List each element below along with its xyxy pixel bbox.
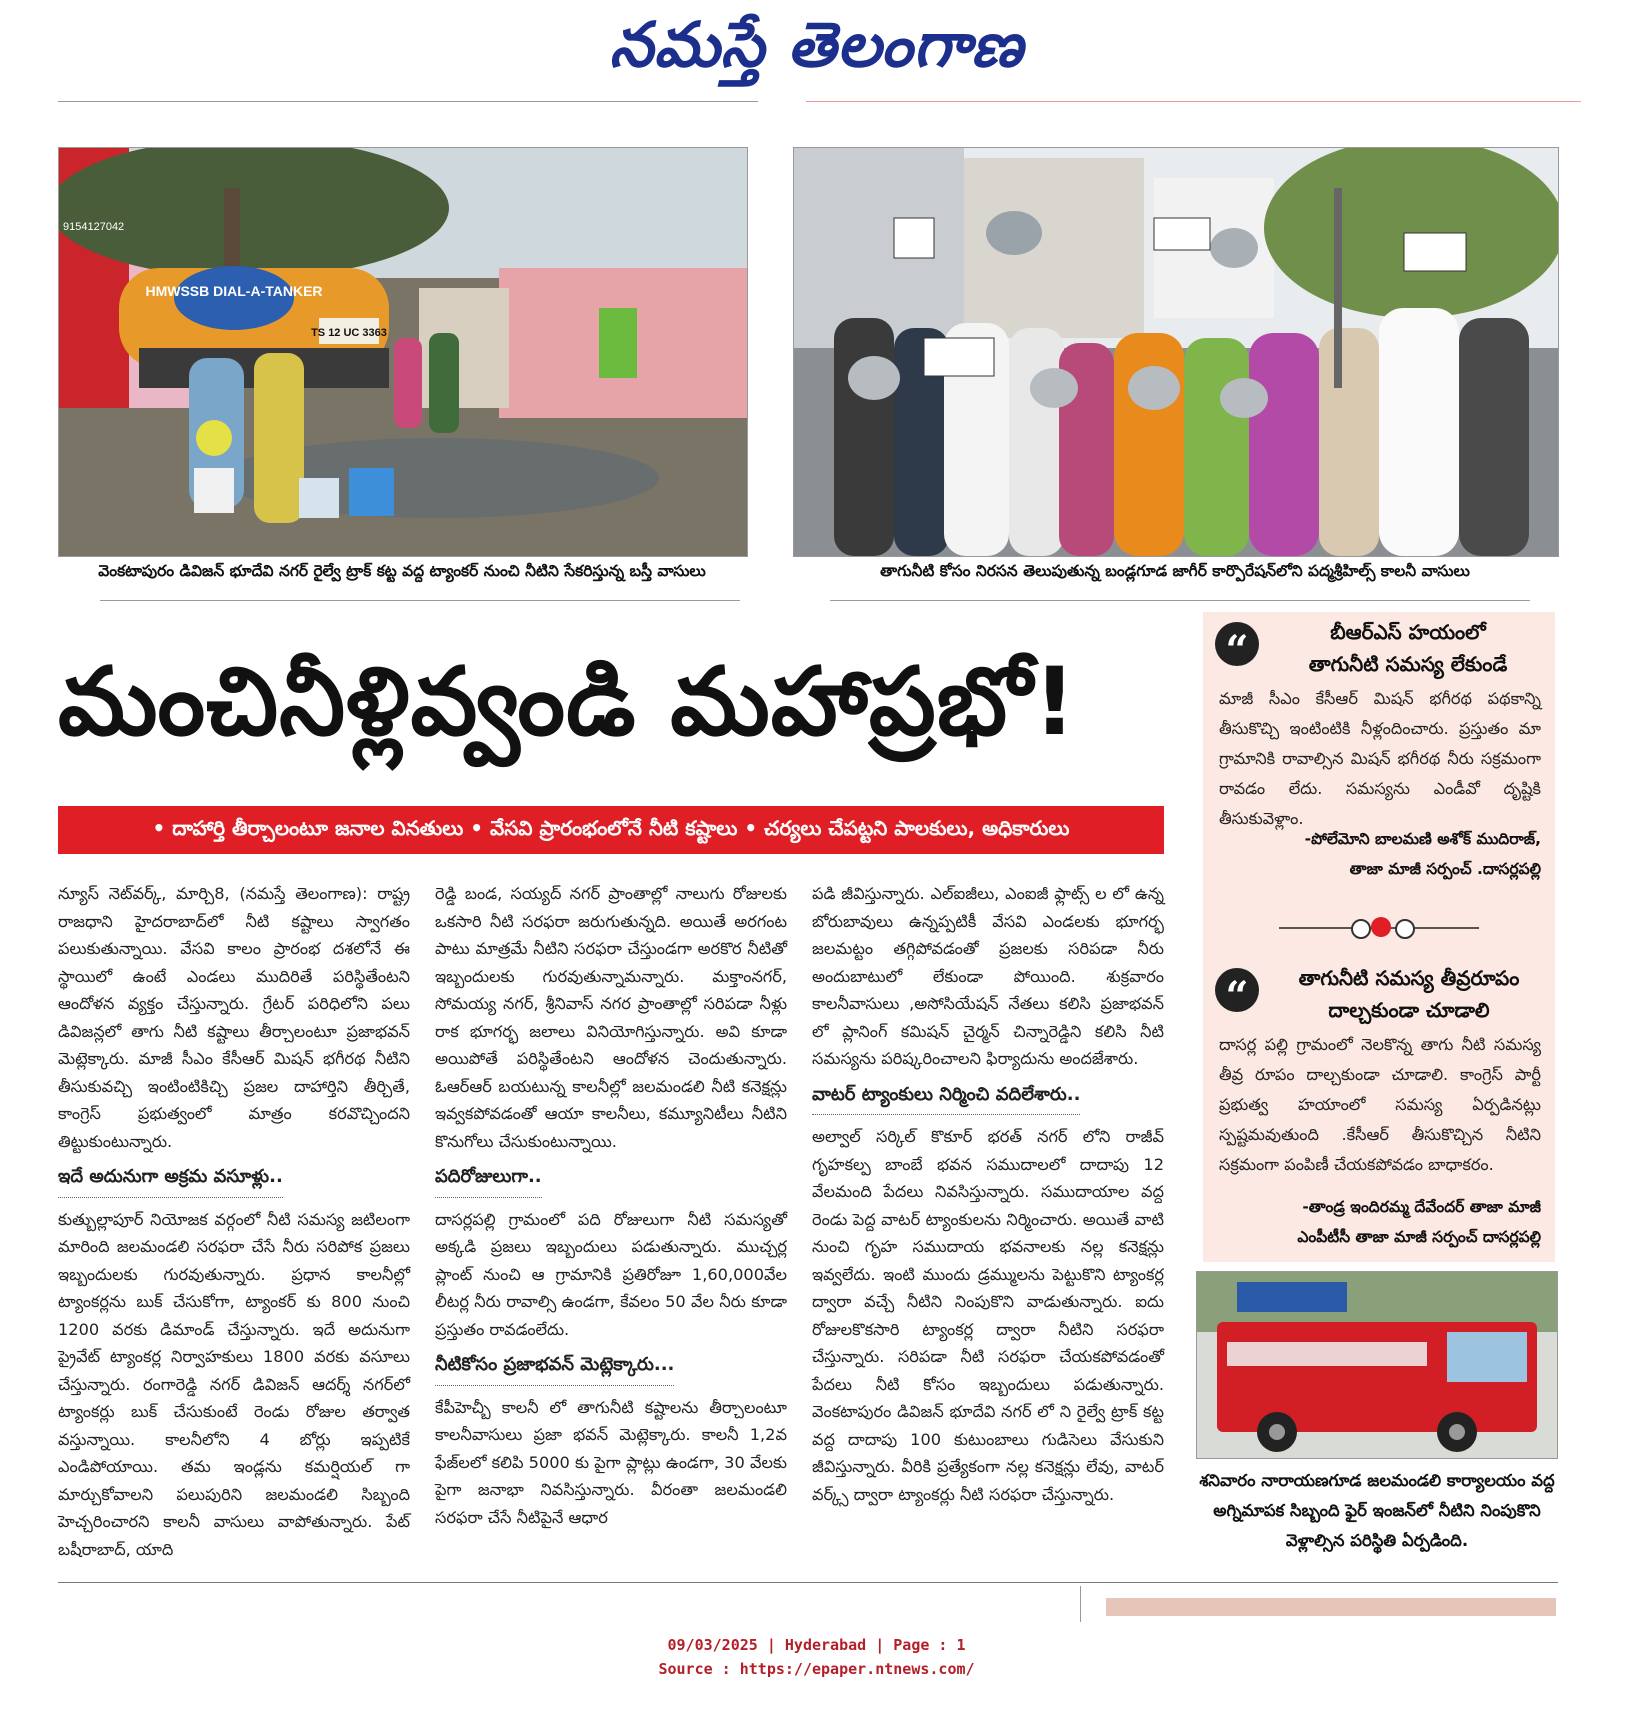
col2-subheading-2: నీటికోసం ప్రజాభవన్ మెట్లెక్కారు... bbox=[435, 1351, 674, 1386]
quote2-body: దాసర్ల పల్లి గ్రామంలో నెలకొన్న తాగు నీటి సమస్య తీవ్ర రూపం దాల్చకుండా చూడాలి. కాంగ్రెస్ పార్టీ ప్రభుత్వ హయాంలో సమస్య ఏర్పడినట్లు స్పష్టమవుతుంది .కేసీఆర్ తీసుకొచ్చిన నీటిని సక్రమంగా పంపిణీ చేయకపోవడం బాధాకరం. bbox=[1219, 1035, 1541, 1174]
quote1-sign-line1: -పోలేమోని బాలమణి అశోక్ ముదిరాజ్, bbox=[1304, 830, 1541, 848]
article-column-1 bbox=[58, 880, 410, 1563]
footer-source-line: Source : https://epaper.ntnews.com/ bbox=[658, 1660, 975, 1678]
wall-phone-number: 9154127042 bbox=[63, 221, 125, 233]
col3-subheading: వాటర్ ట్యాంకులు నిర్మించి వదిలేశారు.. bbox=[812, 1081, 1080, 1116]
caption-right-rule bbox=[830, 600, 1530, 601]
col1-paragraph-2: కుత్బుల్లాపూర్ నియోజక వర్గంలో నీటి సమస్య జటిలంగా మారింది జలమండలి సరఫరా చేసే నీరు సరిపోక ప్రజలు ఇబ్బందులకు గురవుతున్నారు. ప్రధాన కాలనీల్లో ట్యాంకర్లను బుక్ చేసుకోగా, ట్యాంకర్ కు 800 నుంచి 1200 వరకు డిమాండ్ చేస్తున్నారు. ఇదే అదునుగా ప్రైవేట్ ట్యాంకర్ల నిర్వాహకులు 1800 వరకు వసూలు చేస్తున్నారు. రంగారెడ్డి నగర్ డివిజన్ ఆదర్శ్ నగర్‌లో ట్యాంకర్లు బుక్ చేసుకుంటే రెండు రోజుల తర్వాత వస్తున్నాయి. కాలనీలోని 4 బోర్లు ఇప్పటికే ఎండిపోయాయి. తమ ఇండ్లను కమర్షియల్ గా మార్చుకోవాలని పలుపురిని జలమండలి సిబ్బంది హెచ్చరించారని కాలనీ వాసులు వాపోతున్నారు. పేట్ బషీరాబాద్, యాది bbox=[58, 1209, 410, 1559]
quote1-signature bbox=[1219, 824, 1541, 884]
tanker-scene-image bbox=[59, 148, 747, 556]
bottom-divider bbox=[1080, 1586, 1081, 1622]
photo-water-tanker bbox=[58, 147, 748, 557]
protest-scene-image bbox=[794, 148, 1558, 556]
quote2-sign-line2: ఎంపీటీసీ తాజా మాజీ సర్పంచ్ దాసర్లపల్లి bbox=[1297, 1228, 1541, 1246]
quote1-sign-line2: తాజా మాజీ సర్పంచ్ .దాసర్లపల్లి bbox=[1349, 860, 1541, 878]
col1-paragraph-1: న్యూస్ నెట్‌వర్క్, మార్చి8, (నమస్తే తెలంగాణ): రాష్ట్ర రాజధాని హైదరాబాద్‌లో నీటి కష్టాలు స్వాగతం పలుకుతున్నాయి. వేసవి కాలం ప్రారంభ దశలోనే ఈ స్థాయిలో ఉంటే ఎండలు ముదిరితే పరిస్థితేంటని ఆందోళన వ్యక్తం చేస్తున్నారు. గ్రేటర్ పరిధిలోని పలు డివిజన్లలో తాగు నీటి కష్టాలు తీర్చాలంటూ ప్రజాభవన్ మెట్లెక్కారు. మాజీ సీఎం కేసీఆర్ మిషన్ భగీరథ నీటిని తీసుకువచ్చి ఇంటింటికిచ్చి ప్రజల దాహార్తిని తీర్చితే, కాంగ్రెస్ ప్రభుత్వంలో మాత్రం కరవొచ్చిందని తిట్టుకుంటున్నారు. bbox=[58, 884, 410, 1151]
quote1-title-line1: బీఆర్ఎస్ హయంలో bbox=[1330, 620, 1486, 644]
next-story-image-strip bbox=[1106, 1598, 1556, 1616]
footer-date-line: 09/03/2025 | Hyderabad | Page : 1 bbox=[667, 1636, 966, 1654]
quote-divider bbox=[1279, 916, 1479, 940]
subheadline-bar: • దాహార్తి తీర్చాలంటూ జనాల వినతులు • వేసవి ప్రారంభంలోనే నీటి కష్టాలు • చర్యలు చేపట్టని పాలకులు, అధికారులు bbox=[58, 806, 1164, 854]
col1-subheading: ఇదే అదునుగా అక్రమ వసూళ్లు.. bbox=[58, 1163, 283, 1198]
col2-paragraph-1: రెడ్డి బండ, సయ్యద్ నగర్ ప్రాంతాల్లో నాలుగు రోజులకు ఒకసారి నీటి సరఫరా జరుగుతున్నది. అయితే అరగంట పాటు మాత్రమే నీటిని సరఫరా చేస్తుండగా అరకొర నీటితో ఇబ్బందులకు గురవుతున్నామన్నారు. మక్తాంనగర్, సోమయ్య నగర్, శ్రీనివాస్ నగర ప్రాంతాల్లో సరిపడా నీళ్లు రాక భూగర్భ జలాలు వినియోగిస్తున్నారు. అవి కూడా అయిపోతే పరిస్థితేంటని ఆందోళన చెందుతున్నారు. ఓఆర్ఆర్ బయటున్న కాలనీల్లో జలమండలి నీటి కనెక్షన్లు ఇవ్వకపోవడంతో ఆయా కాలనీలు, కమ్యూనిటీలు నీటిని కొనుగోలు చేసుకుంటున్నాయి. bbox=[435, 884, 787, 1151]
quote1-title-line2: తాగునీటి సమస్య లేకుండే bbox=[1308, 652, 1508, 676]
fire-engine-image bbox=[1197, 1272, 1557, 1458]
col2-subheading-1: పదిరోజులుగా.. bbox=[435, 1163, 542, 1198]
caption-left-photo: వెంకటాపురం డివిజన్ భూదేవి నగర్ రైల్వే ట్రాక్ కట్ట వద్ద ట్యాంకర్ నుంచి నీటిని సేకరిస్తున్న బస్తీ వాసులు bbox=[98, 562, 706, 580]
quote1-body: మాజీ సీఎం కేసీఆర్ మిషన్ భగీరథ పథకాన్ని తీసుకొచ్చి ఇంటింటికి నీళ్లందించారు. ప్రస్తుతం మా గ్రామానికి రావాల్సిన మిషన్ భగీరథ నీరు సక్రమంగా రావడం లేదు. సమస్యను ఎండీవో దృష్టికి తీసుకువెళ్లాం. bbox=[1219, 689, 1541, 828]
quote2-title-line1: తాగునీటి సమస్య తీవ్రరూపం bbox=[1298, 966, 1520, 990]
quote-mark-icon-2: “ bbox=[1215, 968, 1259, 1012]
masthead-rule-left bbox=[58, 101, 758, 102]
photo-fire-engine bbox=[1196, 1271, 1558, 1459]
tanker-label: HMWSSB DIAL-A-TANKER bbox=[145, 283, 323, 299]
col3-paragraph-2: అల్వాల్ సర్కిల్ కొకూర్ భరత్ నగర్ లోని రాజీవ్ గృహకల్ప బాంబే భవన సముదాలలో దాదాపు 12 వేలమంది పేదలు నివసిస్తున్నారు. సముదాయాల వద్ద రెండు పెద్ద వాటర్ ట్యాంకులను నిర్మించారు. అయితే వాటి నుంచి గృహ సముదాయ భవనాలకు నల్ల కనెక్షన్లు ఇవ్వలేదు. ఇంటి ముందు డ్రమ్ములను పెట్టుకొని ట్యాంకర్ల ద్వారా వచ్చే నీటిని నింపుకొని వాడుతున్నారు. ఐదు రోజులకొకసారి ట్యాంకర్ల ద్వారా నీటిని సరఫరా చేస్తున్నారు. సరిపడా నీటి సరఫరా చేయకపోవడంతో పేదలు నీటి కోసం ఇబ్బందులు పడుతున్నారు. వెంకటాపురం డివిజన్ భూదేవి నగర్ లో ని రైల్వే ట్రాక్ కట్ట వద్ద దాదాపు 100 కుటుంబాలు గుడిసెలు వేసుకుని జీవిస్తున్నారు. వీరికి ప్రత్యేకంగా నల్ల కనెక్షన్లు లేవు, వాటర్ వర్క్స్ ద్వారా ట్యాంకర్లు నీటి సరఫరా చేస్తున్నారు. bbox=[812, 1127, 1164, 1504]
quote2-sign-line1: -తాండ్ర ఇందిరమ్మ దేవేందర్ తాజా మాజీ bbox=[1302, 1198, 1541, 1216]
quote2-title-line2: దాల్చకుండా చూడాలి bbox=[1328, 998, 1490, 1022]
quote-sidebar bbox=[1203, 612, 1555, 1262]
quote2-signature bbox=[1219, 1192, 1541, 1252]
caption-left-rule bbox=[100, 600, 740, 601]
article-column-3 bbox=[812, 880, 1164, 1508]
col3-paragraph-1: పడి జీవిస్తున్నారు. ఎల్ఐజీలు, ఎంఐజీ ఫ్లాట్స్ ల లో ఉన్న బోరుబావులు ఉన్నప్పటికీ వేసవి ఎండలకు భూగర్భ జలమట్టం తగ్గిపోవడంతో ప్రజలకు సరిపడా నీరు అందుబాటులో లేకుండా పోయింది. శుక్రవారం కాలనీవాసులు ,అసోసియేషన్ నేతలు కలిసి ప్రజాభవన్ లో ప్లానింగ్ కమిషన్ చైర్మన్ చిన్నారెడ్డిని కలిసి నీటి సమస్యను పరిష్కరించాలని ఫిర్యాదును అందజేశారు. bbox=[812, 884, 1164, 1068]
photo-protest bbox=[793, 147, 1559, 557]
masthead-logo: నమస్తే తెలంగాణ bbox=[609, 8, 1024, 81]
quote-mark-icon: “ bbox=[1215, 622, 1259, 666]
caption-right-photo: తాగునీటి కోసం నిరసన తెలుపుతున్న బండ్లగూడ జాగీర్ కార్పొరేషన్‌లోని పద్మశ్రీహిల్స్ కాలనీ వాసులు bbox=[880, 562, 1470, 580]
masthead-rule-right bbox=[806, 101, 1581, 102]
quote1-title bbox=[1273, 616, 1543, 680]
bottom-rule bbox=[58, 1582, 1558, 1583]
caption-fire-engine: శనివారం నారాయణగూడ జలమండలి కార్యాలయం వద్ద అగ్నిమాపక సిబ్బంది ఫైర్ ఇంజన్‌లో నీటిని నింపుకొని వెళ్లాల్సిన పరిస్థితి ఏర్పడింది. bbox=[1199, 1471, 1555, 1550]
col2-paragraph-2: దాసర్లపల్లి గ్రామంలో పది రోజులుగా నీటి సమస్యతో అక్కడి ప్రజలు ఇబ్బందులు పడుతున్నారు. ముచ్చర్ల ప్లాంట్ నుంచి ఆ గ్రామానికి ప్రతిరోజూ 1,60,000వేల లీటర్ల నీరు రావాల్సి ఉండగా, కేవలం 50 వేల నీరు కూడా ప్రస్తుతం రావడంలేదు. bbox=[435, 1209, 787, 1339]
quote2-title bbox=[1267, 962, 1551, 1026]
tanker-number-plate: TS 12 UC 3363 bbox=[311, 327, 387, 339]
main-headline: మంచినీళ్లివ్వండి మహాప్రభో! bbox=[58, 648, 1078, 757]
article-column-2 bbox=[435, 880, 787, 1531]
col2-paragraph-3: కేపీహెచ్బీ కాలనీ లో తాగునీటి కష్టాలను తీర్చాలంటూ కాలనీవాసులు ప్రజా భవన్ మెట్లెక్కారు. కాలనీ 1,2వ ఫేజ్‌లలో కలిపి 5000 కు పైగా ప్లాట్లు ఉండగా, 30 వేలకు పైగా జనాభా నివసిస్తున్నారు. వీరంతా జలమండలి సరఫరా చేసే నీటిపైనే ఆధార bbox=[435, 1397, 787, 1527]
